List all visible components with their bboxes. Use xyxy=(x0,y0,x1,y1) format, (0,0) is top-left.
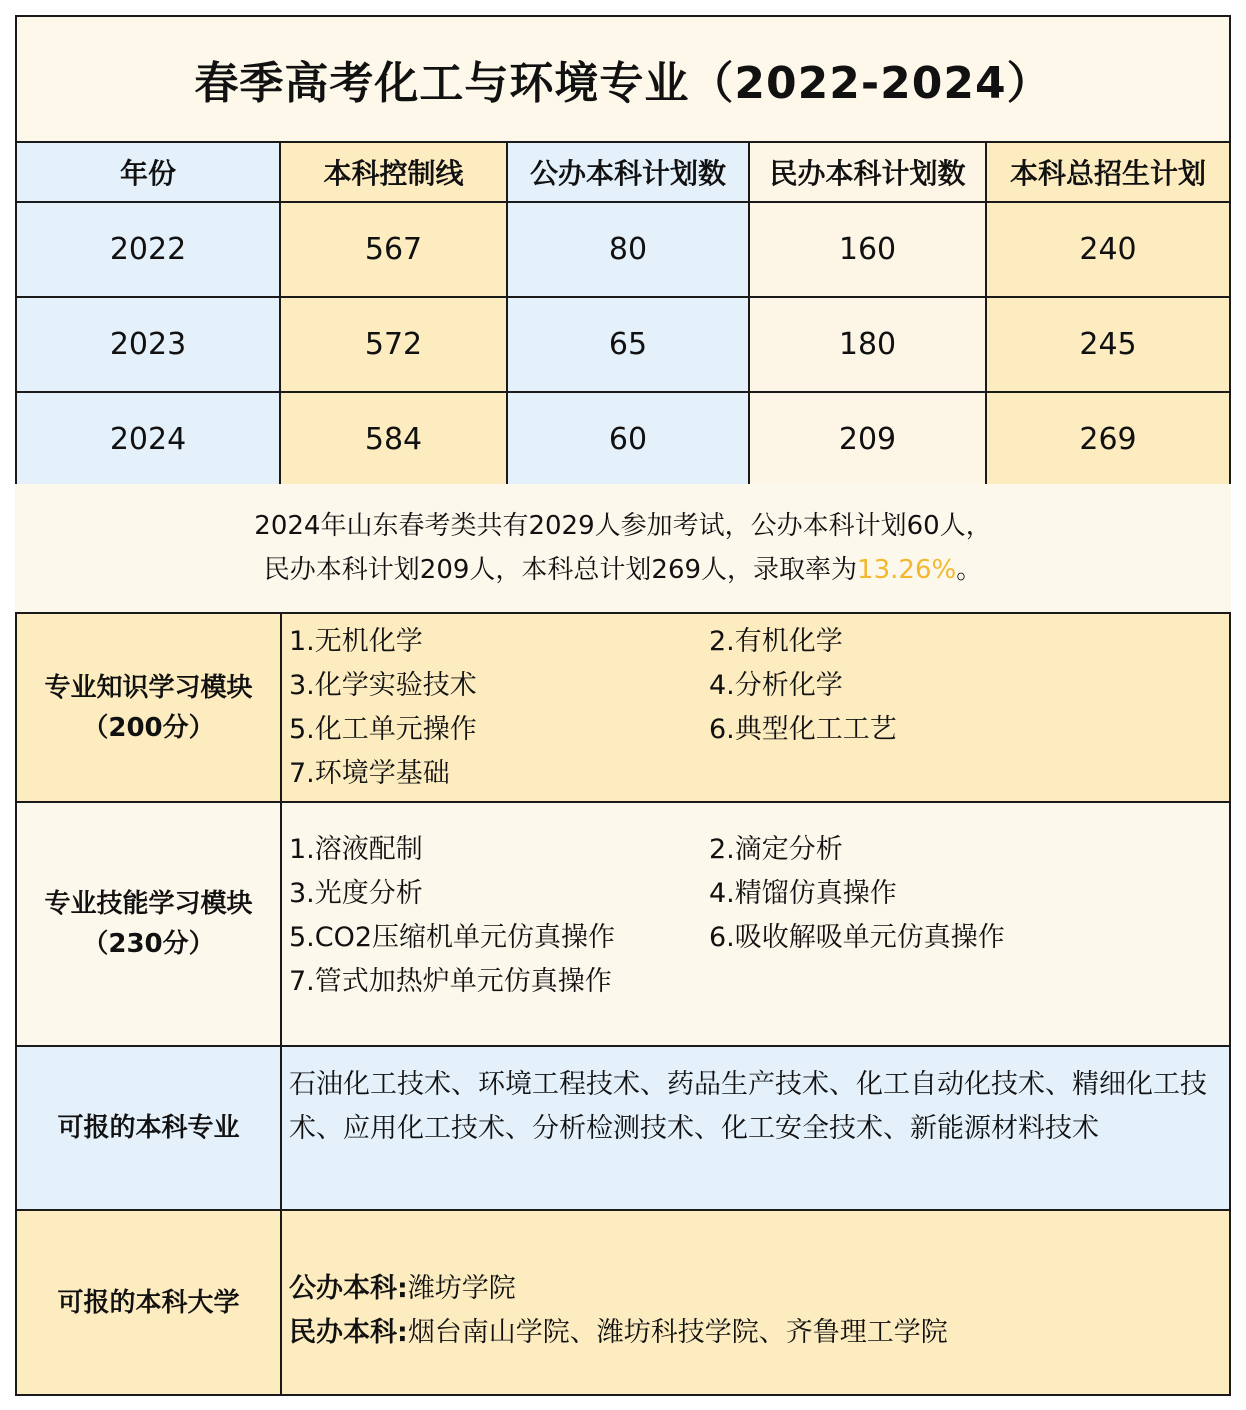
majors-label: 可报的本科专业 xyxy=(17,1047,282,1209)
list-item: 2.滴定分析 xyxy=(709,834,843,865)
skills-module-label xyxy=(17,803,282,1045)
stats-frame xyxy=(15,15,1231,490)
cell-control-line: 572 xyxy=(280,297,507,392)
admission-table xyxy=(17,143,1229,488)
cell-private-plan: 180 xyxy=(749,297,986,392)
cell-year: 2023 xyxy=(17,297,280,392)
admission-note xyxy=(15,484,1231,612)
table-header-row xyxy=(17,143,1229,202)
note-line-2-suffix: 。 xyxy=(956,555,983,585)
header-private-plan: 民办本科计划数 xyxy=(749,143,986,202)
private-label: 民办本科: xyxy=(289,1316,408,1348)
list-item: 5.化工单元操作 xyxy=(289,713,477,745)
admission-rate: 13.26% xyxy=(857,555,957,585)
page-title: 春季高考化工与环境专业（2022-2024） xyxy=(17,17,1229,143)
skills-module-title: 专业技能学习模块 xyxy=(44,889,253,919)
skills-module-row xyxy=(17,801,1229,1045)
cell-public-plan: 80 xyxy=(507,202,749,297)
cell-control-line: 584 xyxy=(280,392,507,487)
list-item: 6.典型化工工艺 xyxy=(709,713,897,745)
list-item: 1.溶液配制 xyxy=(289,834,423,865)
list-item: 3.光度分析 xyxy=(289,878,423,909)
public-universities xyxy=(289,1267,1219,1311)
note-line-1: 2024年山东春考类共有2029人参加考试，公办本科计划60人， xyxy=(254,511,992,541)
knowledge-module-title: 专业知识学习模块 xyxy=(44,672,253,703)
note-line-2 xyxy=(264,548,982,592)
cell-public-plan: 60 xyxy=(507,392,749,487)
universities-row xyxy=(17,1209,1229,1394)
cell-year: 2022 xyxy=(17,202,280,297)
knowledge-module-label xyxy=(17,614,282,801)
table-row xyxy=(17,392,1229,487)
cell-total-plan: 245 xyxy=(986,297,1229,392)
modules-frame xyxy=(15,612,1231,1396)
list-item: 6.吸收解吸单元仿真操作 xyxy=(709,922,1005,953)
universities-label: 可报的本科大学 xyxy=(17,1211,282,1394)
private-universities xyxy=(289,1311,1219,1355)
cell-total-plan: 269 xyxy=(986,392,1229,487)
cell-public-plan: 65 xyxy=(507,297,749,392)
list-item: 4.精馏仿真操作 xyxy=(709,878,897,909)
knowledge-module-list xyxy=(289,620,1219,796)
list-item: 3.化学实验技术 xyxy=(289,669,477,701)
header-public-plan: 公办本科计划数 xyxy=(507,143,749,202)
public-label: 公办本科: xyxy=(289,1272,408,1304)
skills-module-content xyxy=(282,803,1229,1045)
cell-control-line: 567 xyxy=(280,202,507,297)
skills-module-list xyxy=(289,828,1219,1004)
header-total-plan: 本科总招生计划 xyxy=(986,143,1229,202)
table-row xyxy=(17,297,1229,392)
list-item: 2.有机化学 xyxy=(709,625,843,657)
skills-module-score: （230分） xyxy=(82,929,215,959)
majors-row xyxy=(17,1045,1229,1209)
list-item: 4.分析化学 xyxy=(709,669,843,701)
cell-total-plan: 240 xyxy=(986,202,1229,297)
cell-year: 2024 xyxy=(17,392,280,487)
list-item: 1.无机化学 xyxy=(289,625,423,657)
cell-private-plan: 160 xyxy=(749,202,986,297)
note-line-2-prefix: 民办本科计划209人，本科总计划269人，录取率为 xyxy=(263,555,858,585)
header-control-line: 本科控制线 xyxy=(280,143,507,202)
majors-content: 石油化工技术、环境工程技术、药品生产技术、化工自动化技术、精细化工技术、应用化工技术、分析检测技术、化工安全技术、新能源材料技术 xyxy=(282,1047,1229,1209)
table-row xyxy=(17,202,1229,297)
knowledge-module-content xyxy=(282,614,1229,801)
header-year: 年份 xyxy=(17,143,280,202)
public-value: 潍坊学院 xyxy=(407,1272,516,1304)
universities-content xyxy=(282,1211,1229,1394)
cell-private-plan: 209 xyxy=(749,392,986,487)
list-item: 5.CO2压缩机单元仿真操作 xyxy=(289,922,616,953)
private-value: 烟台南山学院、潍坊科技学院、齐鲁理工学院 xyxy=(407,1316,948,1348)
list-item: 7.环境学基础 xyxy=(289,757,450,789)
knowledge-module-row xyxy=(17,614,1229,801)
list-item: 7.管式加热炉单元仿真操作 xyxy=(289,966,612,997)
knowledge-module-score: （200分） xyxy=(82,712,215,743)
